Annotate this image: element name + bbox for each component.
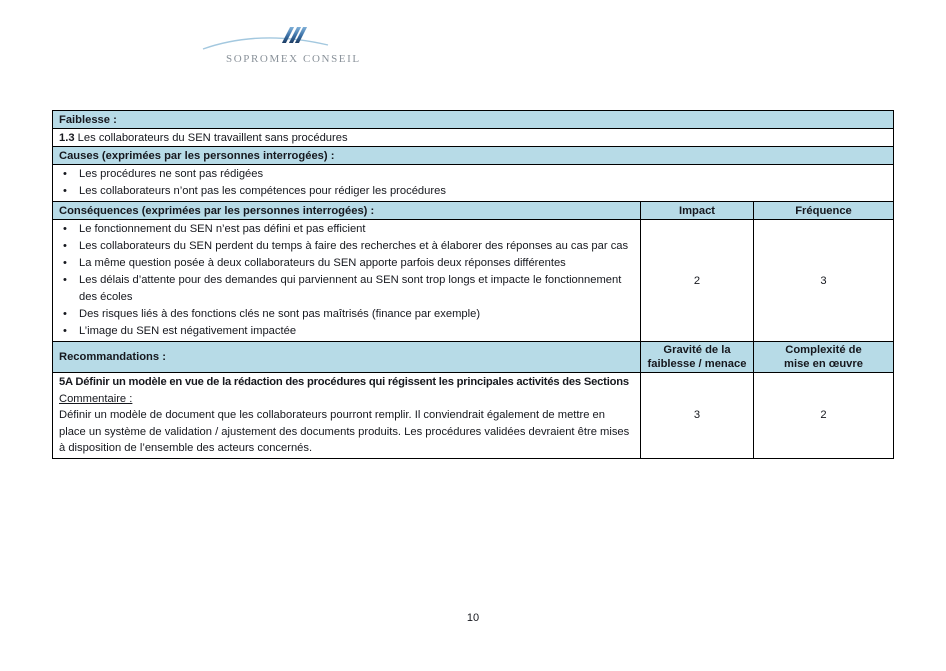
consequences-header-label: Conséquences (exprimées par les personnes interrogées) : [53, 202, 641, 220]
gravite-header-line1: Gravité de la [663, 344, 731, 356]
recommendation-body-row [53, 373, 894, 459]
complexite-column-header [754, 342, 894, 373]
recommandations-header-label: Recommandations : [53, 342, 641, 373]
impact-value: 2 [641, 220, 754, 342]
gravite-column-header [641, 342, 754, 373]
impact-column-header: Impact [641, 202, 754, 220]
consequence-item: • L’image du SEN est négativement impactée [53, 323, 634, 340]
faiblesse-item-row [53, 129, 894, 147]
gravite-value: 3 [641, 373, 754, 459]
recommandations-header-row [53, 342, 894, 373]
complexite-header-line2: mise en œuvre [784, 358, 863, 370]
recommendation-title: 5A Définir un modèle en vue de la rédaction des procédures qui régissent les principales activités des Sections [59, 376, 629, 388]
commentaire-label: Commentaire : [59, 392, 133, 405]
consequence-item: • Les collaborateurs du SEN perdent du temps à faire des recherches et à élaborer des réponses au cas par cas [53, 238, 634, 255]
causes-header-row [53, 147, 894, 165]
frequence-column-header: Fréquence [754, 202, 894, 220]
recommendation-cell [53, 373, 641, 459]
causes-list [53, 166, 887, 200]
consequence-item: • Les délais d’attente pour des demandes qui parviennent au SEN sont trop longs et impacte le fonctionnement des écoles [53, 272, 634, 306]
faiblesse-item-text: Les collaborateurs du SEN travaillent sans procédures [77, 131, 348, 144]
consequence-item: • Le fonctionnement du SEN n’est pas défini et pas efficient [53, 221, 634, 238]
faiblesse-item-number: 1.3 [59, 131, 75, 144]
consequence-item: • La même question posée à deux collaborateurs du SEN apporte parfois deux réponses différentes [53, 255, 634, 272]
gravite-header-line2: faiblesse / menace [647, 358, 747, 370]
cause-item: • Les procédures ne sont pas rédigées [53, 166, 887, 183]
page-number: 10 [466, 612, 480, 624]
logo-swoosh-icon [202, 36, 330, 52]
causes-list-cell [53, 165, 894, 202]
complexite-value: 2 [754, 373, 894, 459]
causes-list-row [53, 165, 894, 202]
cause-item: • Les collaborateurs n’ont pas les compétences pour rédiger les procédures [53, 183, 887, 200]
consequences-list-cell [53, 220, 641, 342]
consequences-body-row [53, 220, 894, 342]
frequence-value: 3 [754, 220, 894, 342]
complexite-header-line1: Complexité de [785, 344, 862, 356]
consequence-item: • Des risques liés à des fonctions clés ne sont pas maîtrisés (finance par exemple) [53, 306, 634, 323]
consequences-list [53, 221, 634, 340]
weakness-analysis-table [52, 110, 894, 459]
consequences-header-row [53, 202, 894, 220]
causes-header-label: Causes (exprimées par les personnes interrogées) : [53, 147, 894, 165]
faiblesse-header-row [53, 111, 894, 129]
logo-text: SOPROMEX CONSEIL [226, 53, 361, 65]
faiblesse-header-label: Faiblesse : [53, 111, 894, 129]
sopromex-logo [196, 22, 371, 72]
logo-bars-icon [286, 27, 306, 43]
commentaire-text: Définir un modèle de document que les collaborateurs pourront remplir. Il conviendrait également de mettre en place un système de validation / ajustement des documents produits. Les procédures validées devraient être mises à disposition de l’ensemble des acteurs concernés. [59, 409, 630, 454]
faiblesse-item-cell [53, 129, 894, 147]
